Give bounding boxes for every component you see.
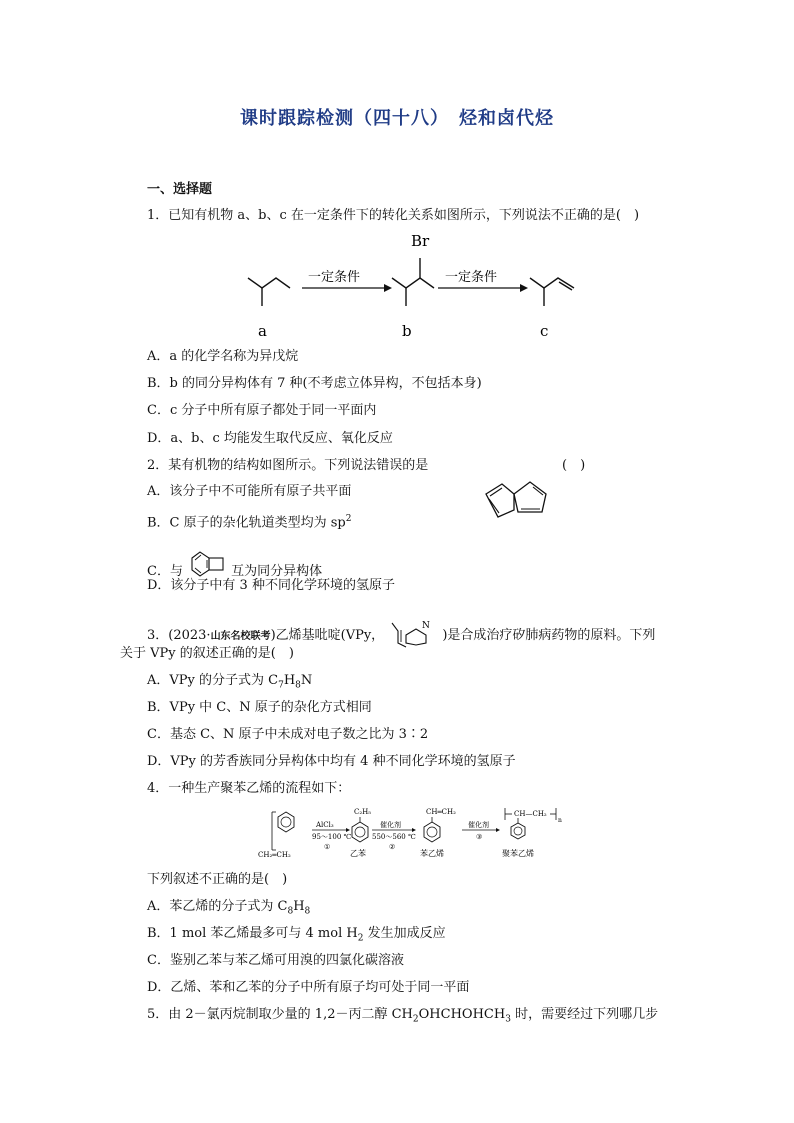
- scheme-styrene: 苯乙烯: [420, 849, 444, 858]
- section-heading: 一、选择题: [147, 182, 213, 197]
- q2-option-a: A．该分子中不可能所有原子共平面: [147, 484, 352, 499]
- q2-option-c-pre: C．与: [147, 564, 183, 579]
- q1-label-c: c: [540, 322, 549, 340]
- scheme-polymer-n: n: [558, 817, 562, 824]
- q2-option-c-structure: [188, 549, 230, 579]
- q1-option-c: C．c 分子中所有原子都处于同一平面内: [147, 403, 377, 418]
- q1-arrow2-label: 一定条件: [445, 270, 498, 285]
- q2-option-d: D．该分子中有 3 种不同化学环境的氢原子: [147, 578, 395, 593]
- q1-reaction-scheme: [236, 228, 596, 344]
- q2-structure: [478, 472, 554, 522]
- q1-option-d: D．a、b、c 均能发生取代反应、氧化反应: [147, 431, 393, 446]
- vpy-structure: [388, 617, 442, 657]
- q4-option-b-pre: B．1 mol 苯乙烯最多可与 4 mol H: [147, 926, 358, 941]
- q5-stem: [147, 1006, 658, 1029]
- q4-option-d: D．乙烯、苯和乙苯的分子中所有原子均可处于同一平面: [147, 980, 470, 995]
- q3-source: 山东名校联考: [210, 631, 271, 642]
- q5-stem-pre: 5．由 2－氯丙烷制取少量的 1,2－丙二醇 CH: [147, 1007, 413, 1022]
- q4-option-b-sub: 2: [357, 933, 364, 944]
- q4-option-c: C．鉴别乙苯与苯乙烯可用溴的四氯化碳溶液: [147, 953, 404, 968]
- q3-line1-mid: )乙烯基吡啶(VPy，: [270, 628, 385, 643]
- q4-option-b-post: 发生加成反应: [363, 926, 446, 941]
- scheme-ethylene: CH₂═CH₂: [258, 851, 291, 859]
- q2-stem: 2．某有机物的结构如图所示。下列说法错误的是: [147, 458, 429, 473]
- q3-option-d: D．VPy 的芳香族同分异构体中均有 4 种不同化学环境的氢原子: [147, 754, 516, 769]
- q1-label-a: a: [258, 322, 267, 340]
- q4-process-scheme: [252, 804, 584, 864]
- scheme-r3-top: 催化剂: [468, 821, 489, 829]
- scheme-polymer-chain: CH—CH₂: [514, 810, 547, 818]
- scheme-r1-top: AlCl₃: [316, 821, 334, 829]
- q4-option-b: [147, 925, 446, 948]
- scheme-ethyl-group: C₂H₅: [354, 808, 372, 816]
- q3-option-b: B．VPy 中 C、N 原子的杂化方式相同: [147, 700, 372, 715]
- q5-stem-sub2: 3: [505, 1014, 511, 1025]
- q4-stem: 4．一种生产聚苯乙烯的流程如下：: [147, 781, 351, 796]
- q1-arrow1-label: 一定条件: [308, 270, 361, 285]
- scheme-polystyrene: 聚苯乙烯: [502, 849, 534, 858]
- scheme-r2-top: 催化剂: [380, 821, 401, 829]
- q2-option-b: [147, 510, 352, 532]
- q1-label-b: b: [402, 322, 412, 340]
- q5-stem-sub1: 2: [412, 1014, 419, 1025]
- scheme-r2-bot: 550～560 ℃: [372, 833, 416, 841]
- q3-line2: 关于 VPy 的叙述正确的是( ): [120, 646, 294, 661]
- scheme-r1-bot: 95～100 ℃: [312, 833, 352, 841]
- scheme-r2-num: ②: [389, 843, 396, 851]
- q3-option-a-mid: H: [283, 673, 296, 688]
- q4-option-a-sub1: 8: [287, 906, 294, 917]
- scheme-r1-num: ①: [324, 843, 331, 851]
- scheme-ethylbenzene: 乙苯: [350, 849, 366, 858]
- q5-stem-post: 时，需要经过下列哪几步: [510, 1007, 659, 1022]
- q2-answer-paren: ( ): [562, 458, 586, 473]
- q4-option-a-sub2: 8: [304, 906, 311, 917]
- scheme-vinyl-group: CH═CH₂: [426, 808, 456, 816]
- q3-number: 3．(2023·: [147, 628, 211, 643]
- q4-option-a-pre: A．苯乙烯的分子式为 C: [147, 899, 288, 914]
- q3-line1-post: )是合成治疗矽肺病药物的原料。下列: [442, 628, 656, 643]
- q1-stem: 1．已知有机物 a、b、c 在一定条件下的转化关系如图所示，下列说法不正确的是( ): [147, 208, 640, 223]
- q2-option-c-post: 互为同分异构体: [231, 564, 323, 579]
- page-title: 课时跟踪检测（四十八） 烃和卤代烃: [240, 108, 554, 129]
- q4-option-a: [147, 898, 310, 921]
- q3-option-a-sub1: 7: [278, 680, 284, 691]
- q1-option-b: B．b 的同分异构体有 7 种(不考虑立体异构，不包括本身): [147, 376, 482, 391]
- q4-ask: 下列叙述不正确的是( ): [147, 872, 288, 887]
- q3-option-a: [147, 672, 312, 695]
- q3-option-a-post: N: [300, 673, 313, 688]
- q4-option-a-mid: H: [293, 899, 305, 914]
- q5-stem-mid: OHCHOHCH: [418, 1007, 506, 1022]
- q1-br-label: Br: [411, 232, 430, 250]
- q1-option-a: A．a 的化学名称为异戊烷: [147, 349, 299, 364]
- q2-option-b-text: B．C 原子的杂化轨道类型均为 sp: [147, 515, 346, 531]
- q3-option-c: C．基态 C、N 原子中未成对电子数之比为 3∶2: [147, 727, 429, 742]
- scheme-r3-num: ③: [476, 833, 483, 841]
- q2-option-b-sup: 2: [345, 514, 352, 524]
- q3-option-a-pre: A．VPy 的分子式为 C: [147, 673, 279, 688]
- q3-option-a-sub2: 8: [295, 680, 301, 691]
- vpy-n-label: N: [422, 621, 431, 631]
